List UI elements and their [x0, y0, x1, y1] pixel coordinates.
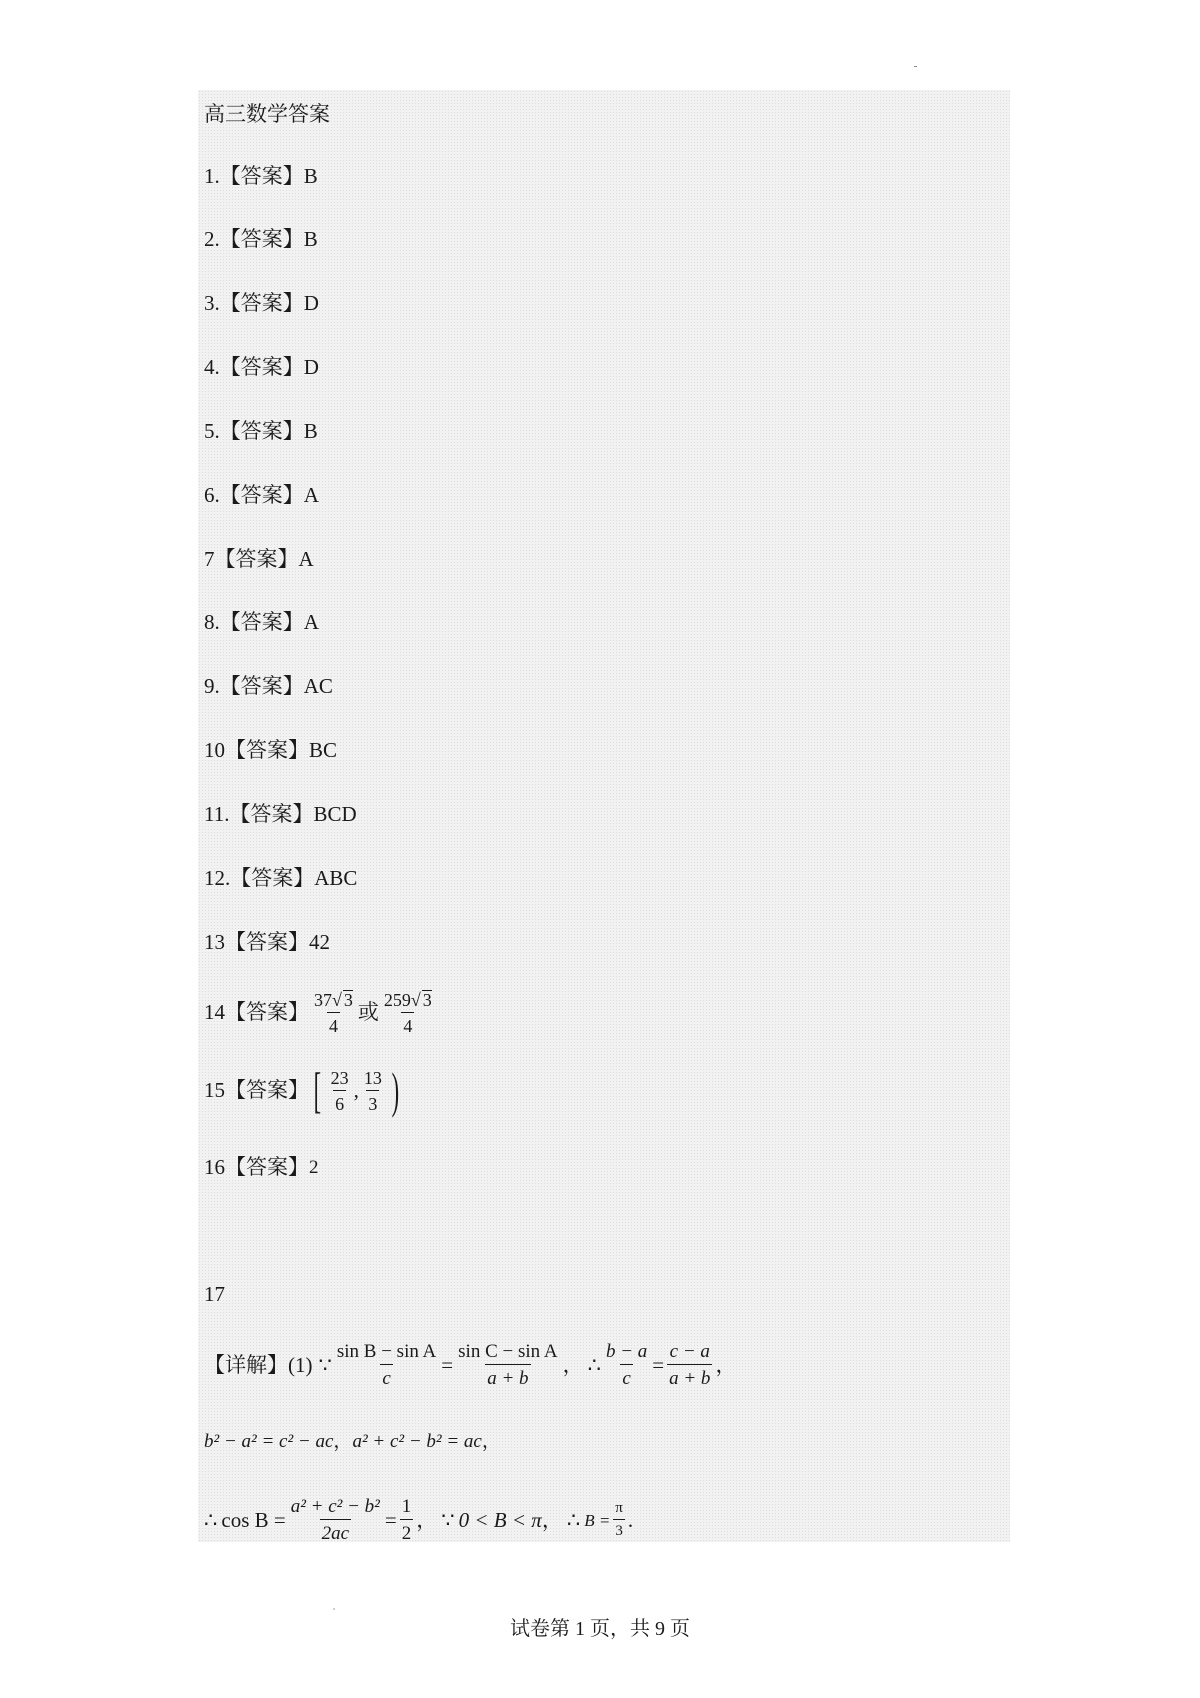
denominator: 4: [401, 1012, 414, 1035]
answer-15: [204, 1062, 404, 1118]
sqrt-sign: √: [410, 990, 421, 1010]
answer-16: [204, 1157, 319, 1178]
answer-line: [204, 293, 319, 314]
answer-tag: 【答案】: [219, 419, 304, 443]
left-bracket: [: [313, 1062, 322, 1118]
numerator: 1: [401, 1496, 412, 1517]
denominator: 2ac: [320, 1519, 351, 1543]
answer-line: [204, 485, 319, 506]
answer-value: D: [303, 355, 319, 379]
separator: ，: [562, 1352, 584, 1377]
answer-number: 4.: [204, 355, 220, 379]
answer-value: B: [303, 164, 318, 188]
separator: ，: [481, 1431, 501, 1452]
answer-number: 8.: [204, 610, 220, 634]
numerator: 23: [330, 1067, 349, 1088]
denominator: 6: [333, 1090, 346, 1113]
q17-line-3: [204, 1497, 633, 1543]
answer-line: [204, 676, 333, 697]
equals: =: [384, 1507, 397, 1532]
answer-tag: 【答案】: [225, 930, 309, 954]
end-comma: ，: [715, 1352, 737, 1377]
answer-tag: 【答案】: [219, 164, 304, 188]
sqrt-sign: √: [332, 990, 342, 1010]
answer-line: [204, 612, 319, 633]
answer-line: [204, 804, 357, 825]
answer-number: 15: [204, 1078, 225, 1102]
therefore-symbol: ∴: [204, 1507, 218, 1532]
equation: b² − a² = c² − ac: [204, 1431, 334, 1452]
numerator: π: [615, 1500, 623, 1516]
answer-number: 2.: [204, 227, 220, 251]
numerator: b − a: [605, 1341, 648, 1362]
comma: ,: [353, 1078, 359, 1102]
answer-number: 9.: [204, 674, 220, 698]
fraction: [312, 990, 355, 1035]
denominator: 2: [400, 1519, 414, 1543]
detail-label: 【详解】(1): [204, 1352, 313, 1377]
period: .: [627, 1507, 634, 1532]
denominator: 3: [366, 1090, 379, 1113]
answer-line: [204, 549, 314, 570]
fraction: [613, 1501, 625, 1539]
question-17-number: 17: [204, 1282, 225, 1306]
answer-value: ABC: [314, 866, 358, 890]
equation: a² + c² − b² = ac: [352, 1431, 482, 1452]
therefore-symbol: ∴: [587, 1352, 601, 1377]
answer-tag: 【答案】: [219, 483, 304, 507]
fraction: [456, 1342, 559, 1388]
answer-line: [204, 740, 337, 761]
because-symbol: ∵: [441, 1507, 455, 1532]
document-title: 高三数学答案: [204, 102, 330, 126]
answer-tag: 【答案】: [214, 547, 299, 571]
fraction: [335, 1342, 438, 1388]
coefficient: 259: [383, 990, 411, 1010]
answer-value: BC: [309, 738, 338, 762]
answer-number: 1.: [204, 164, 220, 188]
answer-number: 14: [204, 1000, 225, 1024]
answer-value: AC: [303, 674, 333, 698]
answer-line: [204, 357, 319, 378]
answer-line: [204, 868, 357, 889]
answer-number: 7: [204, 547, 215, 571]
radicand: 3: [422, 990, 432, 1010]
because-symbol: ∵: [318, 1352, 332, 1377]
answer-value: BCD: [313, 802, 357, 826]
answer-tag: 【答案】: [225, 1078, 309, 1102]
answer-value: B: [303, 419, 318, 443]
answer-number: 11.: [204, 802, 230, 826]
denominator: c: [380, 1364, 392, 1388]
answer-number: 5.: [204, 419, 220, 443]
fraction: [289, 1497, 382, 1543]
answer-number: 12.: [204, 866, 231, 890]
equals: =: [441, 1352, 454, 1377]
denominator: c: [620, 1364, 632, 1388]
therefore-symbol: ∴: [566, 1507, 581, 1532]
fraction: [329, 1069, 351, 1113]
page-footer: 试卷第 1 页，共 9 页: [510, 1618, 690, 1640]
fraction: [382, 990, 434, 1035]
range-expression: 0 < B < π: [458, 1507, 542, 1532]
denominator: a + b: [667, 1364, 712, 1388]
answer-tag: 【答案】: [219, 610, 304, 634]
numerator: c − a: [669, 1341, 710, 1362]
denominator: 3: [613, 1519, 625, 1539]
equals: =: [652, 1352, 665, 1377]
q17-line-2: [204, 1432, 501, 1451]
answer-number: 3.: [204, 291, 220, 315]
answer-line: [204, 166, 318, 187]
numerator: 13: [363, 1067, 382, 1088]
denominator: a + b: [485, 1364, 530, 1388]
answer-tag: 【答案】: [225, 1000, 309, 1024]
answer-tag: 【答案】: [225, 738, 309, 762]
answer-tag: 【答案】: [229, 802, 314, 826]
answer-value: A: [298, 547, 314, 571]
numerator: a² + c² − b²: [290, 1496, 380, 1517]
or-word: 或: [357, 1000, 379, 1024]
answer-tag: 【答案】: [219, 291, 304, 315]
answer-tag: 【答案】: [230, 866, 315, 890]
answer-number: 13: [204, 930, 225, 954]
answer-value: A: [303, 483, 319, 507]
radicand: 3: [343, 990, 353, 1010]
right-bracket: ): [391, 1062, 399, 1118]
separator: ，: [333, 1431, 353, 1452]
answer-line: [204, 421, 318, 442]
answer-line: [204, 932, 330, 953]
denominator: 4: [327, 1012, 340, 1035]
answer-value: A: [303, 610, 319, 634]
answer-value: 42: [309, 930, 330, 954]
coefficient: 37: [314, 990, 332, 1010]
separator: ，: [541, 1507, 563, 1532]
fraction: [667, 1342, 712, 1388]
answer-value: B: [303, 227, 318, 251]
b-expression: B =: [584, 1510, 611, 1530]
answer-number: 16: [204, 1155, 225, 1179]
fraction: [362, 1069, 384, 1113]
answer-tag: 【答案】: [225, 1155, 309, 1179]
answer-14: [204, 990, 437, 1035]
numerator: sin B − sin A: [336, 1341, 437, 1362]
fraction: [400, 1497, 414, 1543]
fraction: [604, 1342, 649, 1388]
answer-tag: 【答案】: [219, 674, 304, 698]
answer-tag: 【答案】: [219, 355, 304, 379]
corner-mark: [914, 66, 917, 67]
cos-expression: cos B =: [221, 1507, 286, 1532]
answer-number: 10: [204, 738, 225, 762]
numerator: sin C − sin A: [458, 1341, 558, 1362]
answer-line: [204, 229, 318, 250]
answer-number: 6.: [204, 483, 220, 507]
answer-value: D: [303, 291, 319, 315]
answer-tag: 【答案】: [219, 227, 304, 251]
separator: ，: [416, 1507, 438, 1532]
corner-mark: [333, 1608, 335, 1610]
answer-value: 2: [309, 1157, 319, 1178]
q17-line-1: [204, 1342, 736, 1388]
